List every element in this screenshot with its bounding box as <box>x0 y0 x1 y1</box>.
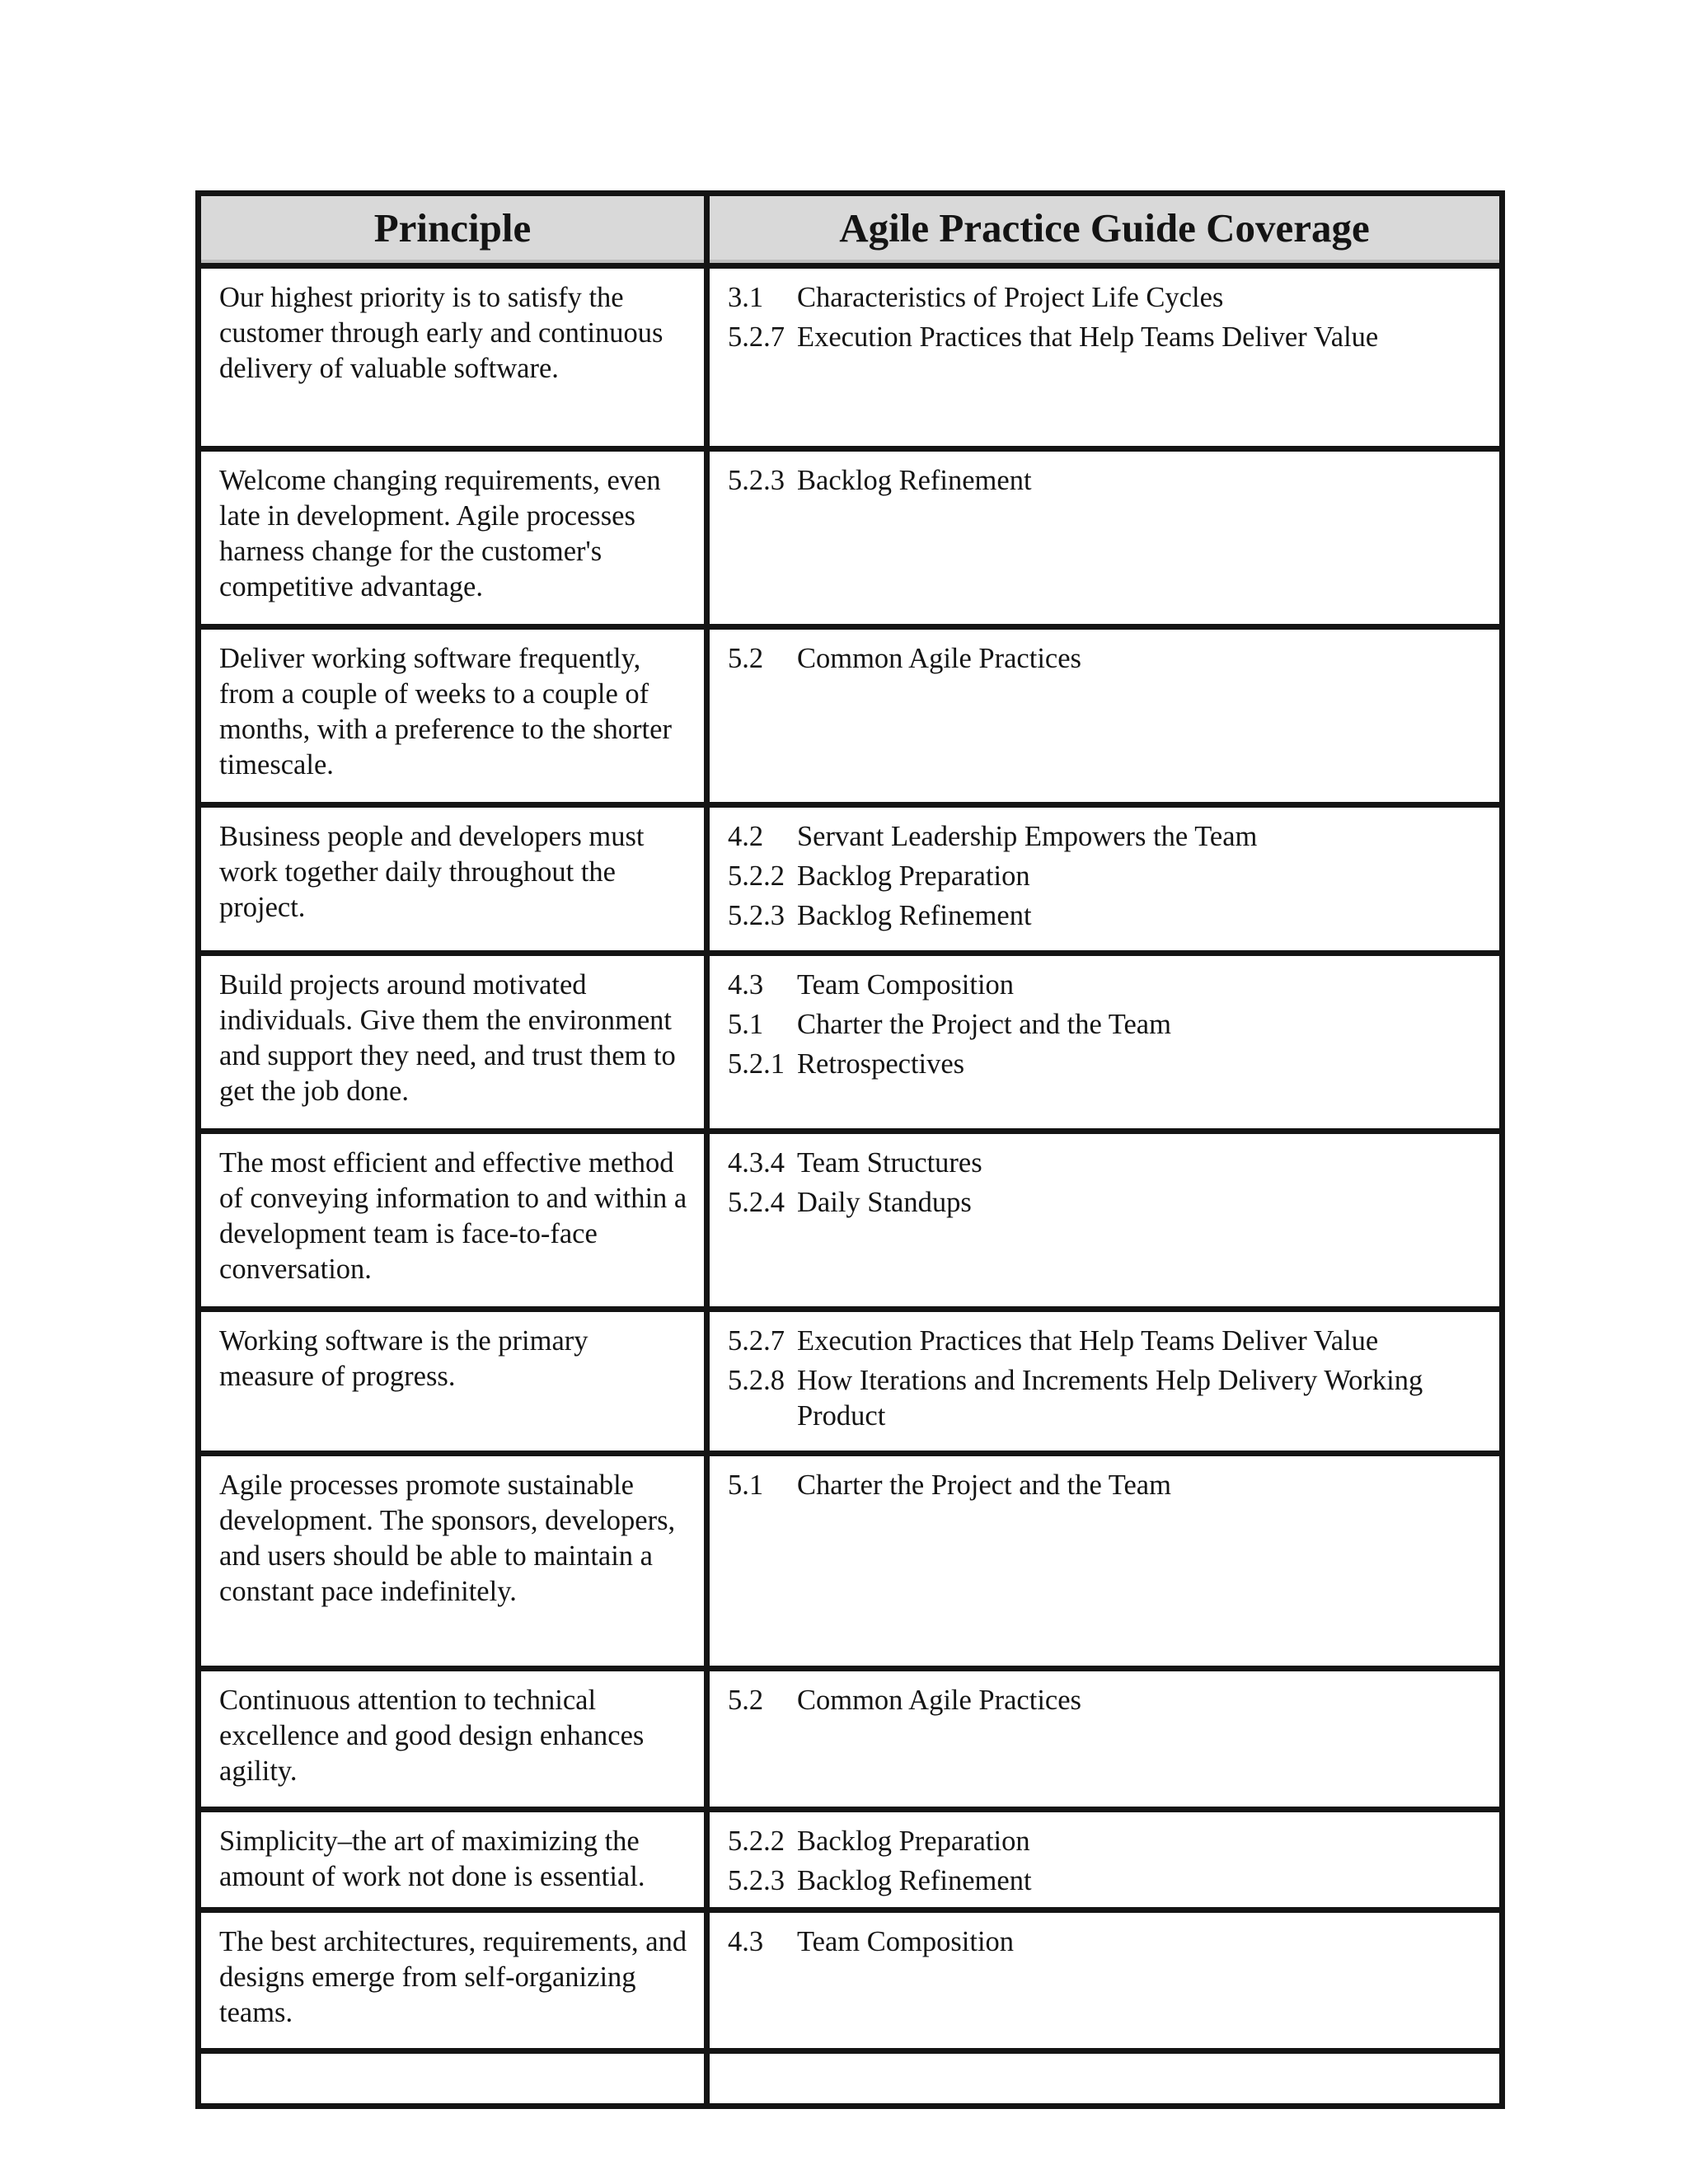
section-number: 4.3 <box>728 969 764 1001</box>
principle-cell <box>201 1312 704 1451</box>
coverage-reference <box>728 463 1483 499</box>
table-row <box>201 1456 1499 1666</box>
coverage-reference <box>728 1047 1483 1082</box>
coverage-reference <box>728 1185 1483 1221</box>
coverage-cell <box>710 956 1499 1128</box>
coverage-cell <box>710 1913 1499 2048</box>
table-row-cutoff <box>201 2054 1499 2103</box>
principle-text: Welcome changing requirements, even late in development. Agile processes harness change for the customer's competitive advantage. <box>219 465 661 602</box>
principle-cell <box>201 630 704 802</box>
coverage-reference <box>728 1824 1483 1859</box>
table-body <box>201 269 1499 2103</box>
principle-text: Our highest priority is to satisfy the customer through early and continuous delivery of valuable software. <box>219 282 663 384</box>
section-number: 4.3 <box>728 1926 764 1957</box>
section-title: Execution Practices that Help Teams Deliver Value <box>797 1325 1379 1357</box>
section-title: Execution Practices that Help Teams Deliver Value <box>797 321 1379 353</box>
table-row <box>201 452 1499 624</box>
coverage-reference <box>728 280 1483 316</box>
section-number: 5.2.3 <box>728 900 785 931</box>
section-title: Characteristics of Project Life Cycles <box>797 282 1224 313</box>
section-title: Backlog Refinement <box>797 1865 1032 1896</box>
section-title: Backlog Preparation <box>797 860 1030 892</box>
principle-cell <box>201 1456 704 1666</box>
principle-cell <box>201 1812 704 1907</box>
principle-text: Build projects around motivated individuals. Give them the environment and support they need, and trust them to get the job done. <box>219 969 676 1107</box>
coverage-reference <box>728 1683 1483 1718</box>
table-row <box>201 269 1499 446</box>
section-number: 5.2.2 <box>728 860 785 892</box>
section-title: Common Agile Practices <box>797 643 1081 674</box>
principle-cell <box>201 1671 704 1807</box>
header-coverage: Agile Practice Guide Coverage <box>710 196 1499 263</box>
section-number: 5.2 <box>728 1685 764 1716</box>
section-number: 5.2.7 <box>728 1325 785 1357</box>
section-title: Charter the Project and the Team <box>797 1009 1171 1040</box>
coverage-cell <box>710 452 1499 624</box>
principle-text: Working software is the primary measure of progress. <box>219 1325 588 1392</box>
principle-text: The best architectures, requirements, and designs emerge from self-organizing teams. <box>219 1926 687 2028</box>
section-number: 5.2.2 <box>728 1825 785 1857</box>
section-number: 5.2.4 <box>728 1187 785 1218</box>
principle-text: Deliver working software frequently, from a couple of weeks to a couple of months, with a preference to the shorter timescale. <box>219 643 672 780</box>
coverage-cell <box>710 1456 1499 1666</box>
section-number: 5.2.3 <box>728 1865 785 1896</box>
section-title: Servant Leadership Empowers the Team <box>797 821 1258 852</box>
section-title: Backlog Refinement <box>797 900 1032 931</box>
principle-cell <box>201 1913 704 2048</box>
section-title: Retrospectives <box>797 1048 965 1080</box>
coverage-cell <box>710 630 1499 802</box>
section-title: Daily Standups <box>797 1187 972 1218</box>
section-title: Backlog Preparation <box>797 1825 1030 1857</box>
principle-text: Business people and developers must work together daily throughout the project. <box>219 821 645 923</box>
section-number: 5.2.8 <box>728 1365 785 1396</box>
coverage-reference <box>728 1468 1483 1503</box>
section-title: Team Structures <box>797 1147 982 1179</box>
coverage-reference <box>728 1324 1483 1359</box>
coverage-cell <box>710 1671 1499 1807</box>
section-title: Backlog Refinement <box>797 465 1032 496</box>
section-number: 4.2 <box>728 821 764 852</box>
table-viewport <box>201 196 1493 2028</box>
section-number: 3.1 <box>728 282 764 313</box>
section-title: Team Composition <box>797 1926 1015 1957</box>
section-number: 5.1 <box>728 1009 764 1040</box>
coverage-reference <box>728 1363 1483 1434</box>
coverage-cell <box>710 1312 1499 1451</box>
principle-cell <box>201 2054 704 2103</box>
header-principle: Principle <box>201 196 704 263</box>
section-title: Common Agile Practices <box>797 1685 1081 1716</box>
section-number: 5.2.3 <box>728 465 785 496</box>
coverage-cell <box>710 1812 1499 1907</box>
table-row <box>201 1134 1499 1306</box>
section-title: How Iterations and Increments Help Delivery Working Product <box>797 1365 1423 1432</box>
section-number: 5.2.1 <box>728 1048 785 1080</box>
coverage-cell <box>710 269 1499 446</box>
principles-coverage-table <box>195 190 1505 2109</box>
principle-cell <box>201 956 704 1128</box>
coverage-reference <box>728 320 1483 355</box>
coverage-cell <box>710 808 1499 950</box>
coverage-reference <box>728 1924 1483 1960</box>
principle-text: Continuous attention to technical excellence and good design enhances agility. <box>219 1685 645 1787</box>
section-number: 4.3.4 <box>728 1147 785 1179</box>
section-title: Team Composition <box>797 969 1015 1001</box>
principle-text: Agile processes promote sustainable development. The sponsors, developers, and users should be able to maintain a constant pace indefinitely. <box>219 1469 676 1607</box>
coverage-reference <box>728 819 1483 855</box>
principle-cell <box>201 1134 704 1306</box>
principle-cell <box>201 452 704 624</box>
table-row <box>201 808 1499 950</box>
table-row <box>201 1671 1499 1807</box>
table-row <box>201 1913 1499 2048</box>
section-title: Charter the Project and the Team <box>797 1469 1171 1501</box>
coverage-reference <box>728 968 1483 1003</box>
principle-cell <box>201 269 704 446</box>
coverage-cell <box>710 1134 1499 1306</box>
principle-text: The most efficient and effective method of conveying information to and within a development team is face-to-face conversation. <box>219 1147 687 1285</box>
table-row <box>201 956 1499 1128</box>
table-row <box>201 630 1499 802</box>
table-header-row <box>201 196 1499 263</box>
coverage-reference <box>728 1146 1483 1181</box>
coverage-reference <box>728 641 1483 677</box>
coverage-reference <box>728 1863 1483 1899</box>
table-row <box>201 1812 1499 1907</box>
coverage-reference <box>728 898 1483 934</box>
principle-text: Simplicity–the art of maximizing the amount of work not done is essential. <box>219 1825 645 1892</box>
principle-cell <box>201 808 704 950</box>
coverage-reference <box>728 859 1483 894</box>
section-number: 5.2.7 <box>728 321 785 353</box>
coverage-cell <box>710 2054 1499 2103</box>
table-row <box>201 1312 1499 1451</box>
coverage-reference <box>728 1007 1483 1043</box>
section-number: 5.1 <box>728 1469 764 1501</box>
section-number: 5.2 <box>728 643 764 674</box>
